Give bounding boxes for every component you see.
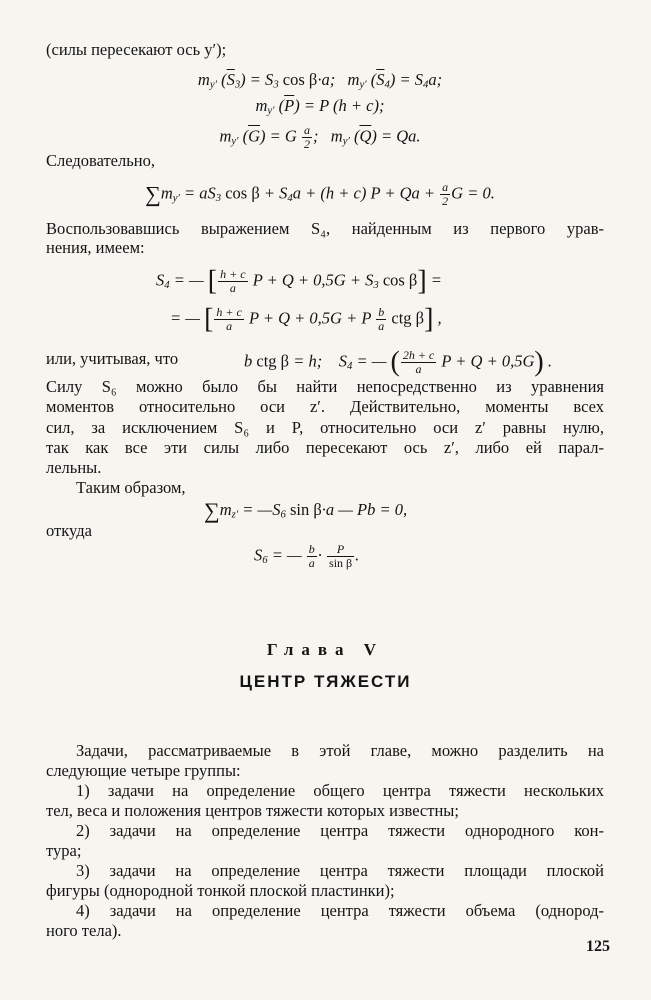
text-line: (силы пересекают ось y′); (46, 40, 227, 59)
equation-s4-final: b ctg β = h; $S_4$ = — ( $\frac{2h + c}{a}$ P + Q + 0,5G) . (244, 346, 552, 378)
text-line: нения, имеем: (46, 238, 145, 257)
equation-sum-my: $\sum m_{y'} = aS_3$ $\cos \beta + S_4a + (h + c) P + Qa$ + $\frac{a}{2}$ G = 0. (145, 180, 495, 208)
chapter-label: Глава V (266, 640, 385, 659)
text-line: лельны. (46, 458, 102, 477)
list-item: 2) задачи на определение центра тяжести однородного кон- (76, 821, 604, 840)
equation-moments-s3-s4: $m_{y'}$ $(\overline{S}_3) = S_3$ cos β·a; $m_{y'}$ $(\overline{S}_4) = S_4a$; (197, 70, 443, 91)
list-item: 1) задачи на определение общего центра тяжести нескольких (76, 781, 604, 800)
equation-moments-g-q: $m_{y'}$ $(\overline{G}) = G$ $\frac{a}{2}$ ; $m_{y'}$ $(\overline{Q}) = Qa$. (219, 123, 421, 151)
equation-s4-line1: $S_4$ = — [ $\frac{h + c}{a}$ $P + Q + 0,5G + S_3$ cos β] = (156, 265, 442, 297)
text-line: Силу S₆ можно было бы найти непосредственно из уравнения (46, 377, 604, 396)
list-item: 4) задачи на определение центра тяжести объема (однород- (76, 901, 604, 920)
text-line: так как все эти силы либо пересекают ось z′, либо ей парал- (46, 438, 604, 457)
text-line: Задачи, рассматриваемые в этой главе, можно разделить на (76, 741, 604, 760)
text-line: откуда (46, 521, 92, 540)
equation-s4-line2: = — [ $\frac{h + c}{a}$ P + Q + 0,5G + P $\frac{b}{a}$ ctg β] , (170, 303, 442, 335)
text-line: Воспользовавшись выражением S₄, найденным из первого урав- (46, 219, 604, 238)
equation-s6: $S_6$ = — $\frac{b}{a}$ · $\frac{P}{\text{sin β}}$ . (254, 542, 360, 570)
text-line: Таким образом, (76, 478, 186, 497)
equation-sum-mz: $\sum m_{z'}$ = $—S_6$ sin β·a — Pb = 0, (204, 498, 408, 523)
list-item: тел, веса и положения центров тяжести которых известны; (46, 801, 459, 820)
text-line: Следовательно, (46, 151, 155, 170)
list-item: ного тела). (46, 921, 122, 940)
equation-moment-p: $m_{y'}$ $(\overline{P}) = P$ (h + c); (255, 96, 385, 117)
list-item: 3) задачи на определение центра тяжести площади плоской (76, 861, 604, 880)
list-item: фигуры (однородной тонкой плоской пластинки); (46, 881, 395, 900)
page-number: 125 (586, 938, 610, 955)
text-line: сил, за исключением S₆ и P, относительно оси z′ равны нулю, (46, 418, 604, 437)
text-line: моментов относительно оси z′. Действительно, моменты всех (46, 397, 604, 416)
chapter-title: ЦЕНТР ТЯЖЕСТИ (239, 672, 412, 691)
text-line: следующие четыре группы: (46, 761, 241, 780)
text-line: или, учитывая, что (46, 349, 179, 368)
list-item: тура; (46, 841, 82, 860)
